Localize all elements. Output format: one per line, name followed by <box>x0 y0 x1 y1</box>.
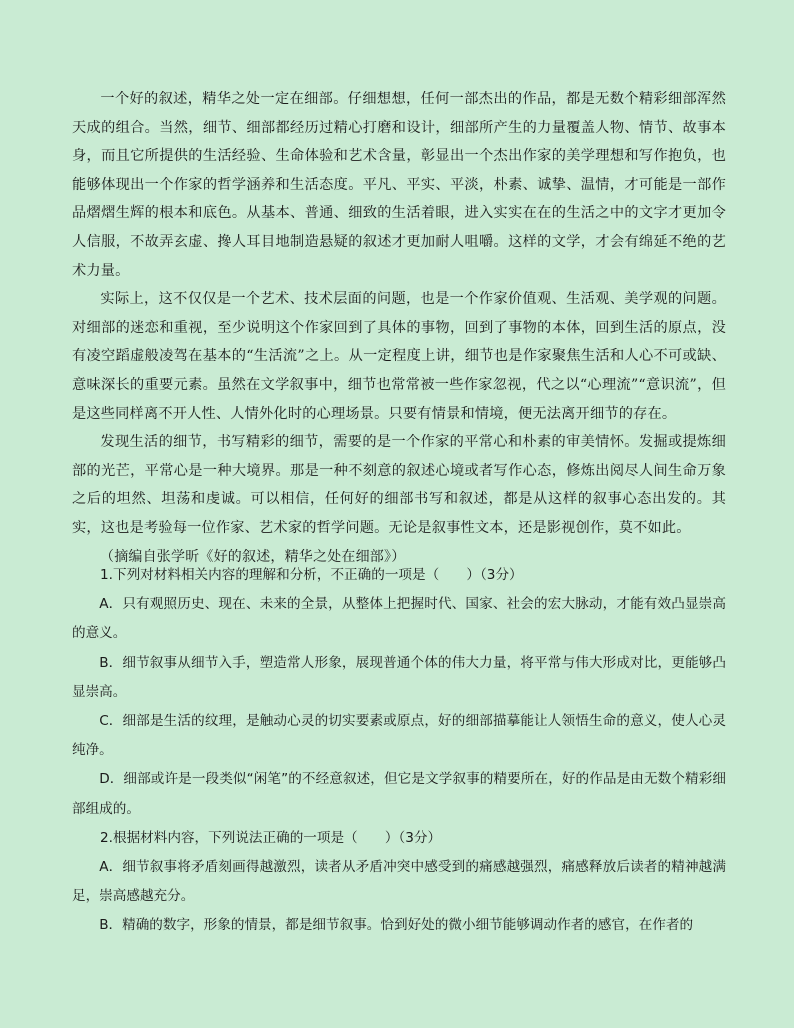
option-a: A．只有观照历史、现在、未来的全景，从整体上把握时代、国家、社会的宏大脉动，才能有效凸显崇高的意义。 <box>72 596 726 642</box>
question-stem: 2.根据材料内容，下列说法正确的一项是（ ）（3分） <box>100 829 442 846</box>
reading-passage <box>72 85 726 571</box>
passage-paragraph-1: 一个好的叙述，精华之处一定在细部。仔细想想，任何一部杰出的作品，都是无数个精彩细部浑然天成的组合。当然，细节、细部都经历过精心打磨和设计，细部所产生的力量覆盖人物、情节、故事本身，而且它所提供的生活经验、生命体验和艺术含量，彰显出一个杰出作家的美学理想和写作抱负，也能够体现出一个作家的哲学涵养和生活态度。平凡、平实、平淡，朴素、诚挚、温情，才可能是一部作品熠熠生辉的根本和底色。从基本、普通、细致的生活着眼，进入实实在在的生活之中的文字才更加令人信服，不故弄玄虚、搀人耳目地制造悬疑的叙述才更加耐人咀嚼。这样的文学，才会有绵延不绝的艺术力量。 <box>72 91 726 279</box>
question-2 <box>72 824 726 941</box>
option-c: C．细部是生活的纹理，是触动心灵的切实要素或原点，好的细部描摹能让人领悟生命的意义，使人心灵纯净。 <box>72 713 726 759</box>
option-b: B．精确的数字，形象的情景，都是细节叙事。恰到好处的微小细节能够调动作者的感官，在作者的 <box>99 917 694 934</box>
option-b: B．细节叙事从细节入手，塑造常人形象，展现普通个体的伟大力量，将平常与伟大形成对比，更能够凸显崇高。 <box>72 654 726 700</box>
question-section <box>72 561 726 941</box>
passage-paragraph-2: 实际上，这不仅仅是一个艺术、技术层面的问题，也是一个作家价值观、生活观、美学观的问题。对细部的迷恋和重视，至少说明这个作家回到了具体的事物，回到了事物的本体，回到生活的原点，没有凌空蹈虚般凌驾在基本的“生活流”之上。从一定程度上讲，细节也是作家聚焦生活和人心不可或缺、意味深长的重要元素。虽然在文学叙事中，细节也常常被一些作家忽视，代之以“心理流”“意识流”，但是这些同样离不开人性、人情外化时的心理场景。只要有情景和情境，便无法离开细节的存在。 <box>72 291 726 422</box>
question-stem: 1.下列对材料相关内容的理解和分析，不正确的一项是（ ）（3分） <box>100 567 523 583</box>
question-1 <box>72 561 726 824</box>
passage-paragraph-3: 发现生活的细节，书写精彩的细节，需要的是一个作家的平常心和朴素的审美情怀。发掘或提炼细部的光芒，平常心是一种大境界。那是一种不刻意的叙述心境或者写作心态，修炼出阅尽人间生命万象之后的坦然、坦荡和虔诚。可以相信，任何好的细部书写和叙述，都是从这样的叙事心态出发的。其实，这也是考验每一位作家、艺术家的哲学问题。无论是叙事性文本，还是影视创作，莫不如此。 <box>72 434 726 536</box>
passage-source: （摘编自张学昕《好的叙述，精华之处在细部》） <box>100 548 406 565</box>
option-d: D．细部或许是一段类似“闲笔”的不经意叙述，但它是文学叙事的精要所在，好的作品是由无数个精彩细部组成的。 <box>72 771 726 817</box>
option-a: A．细节叙事将矛盾刻画得越激烈，读者从矛盾冲突中感受到的痛感越强烈，痛感释放后读者的精神越满足，崇高感越充分。 <box>72 859 726 905</box>
